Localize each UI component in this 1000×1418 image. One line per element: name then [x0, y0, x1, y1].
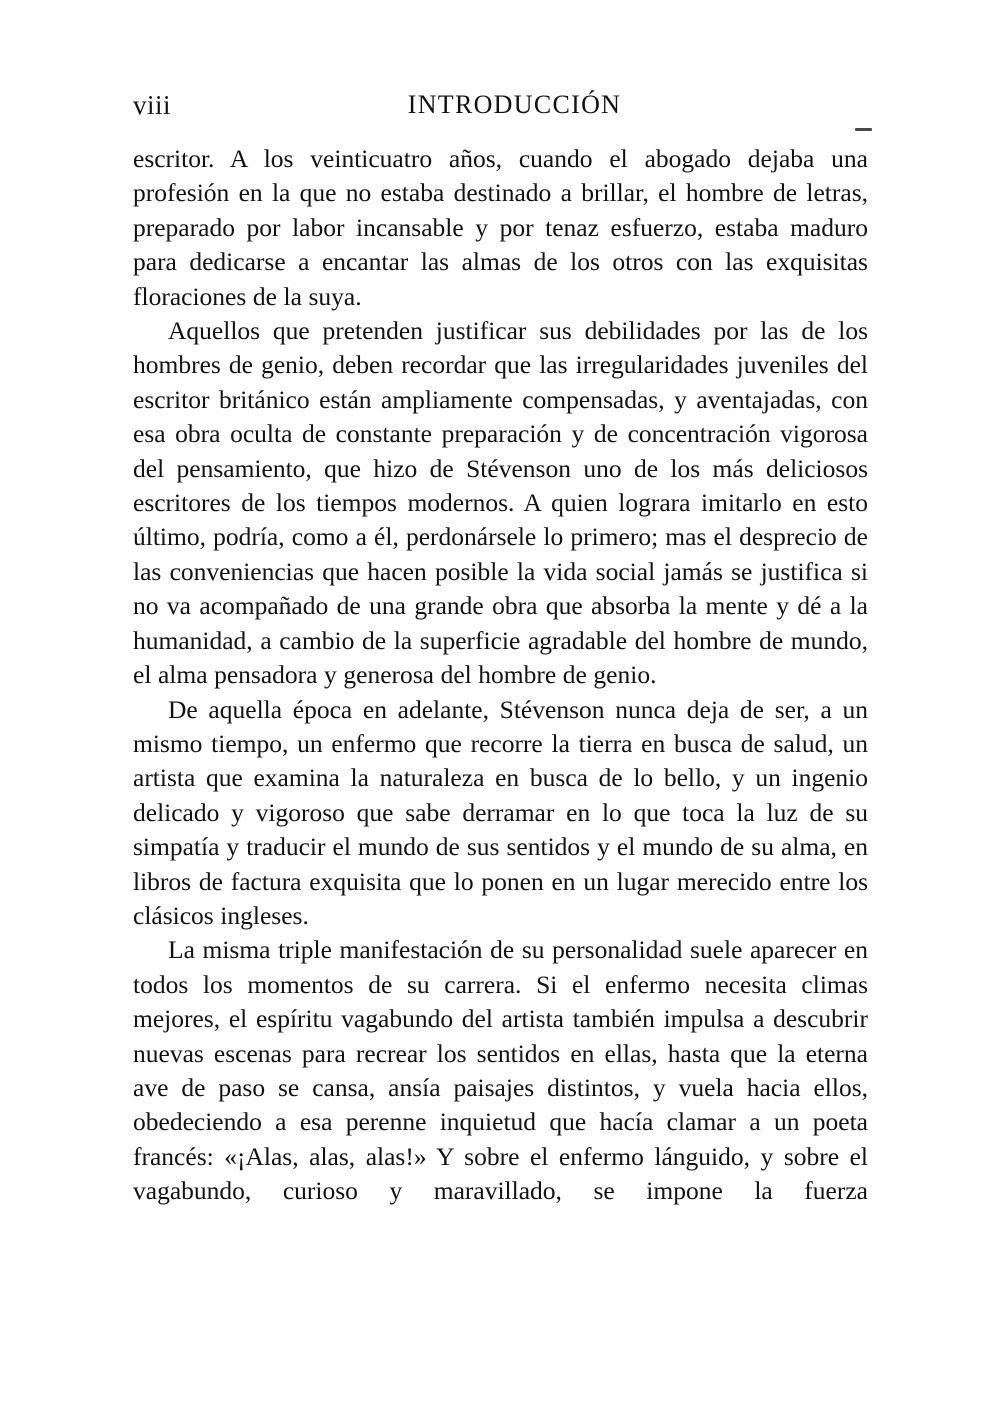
- running-head: [133, 88, 868, 122]
- body-text-block: [133, 142, 868, 1243]
- paragraph: De aquella época en adelante, Stévenson nunca deja de ser, a un mismo tiempo, un enfermo que recorre la tierra en busca de salud, un artista que examina la naturaleza en busca de lo bello, y un ingenio delicado y vigoroso que sabe derramar en lo que toca la luz de su simpatía y traducir el mundo de sus sentidos y el mundo de su alma, en libros de factura exquisita que lo ponen en un lugar merecido entre los clásicos ingleses.: [133, 694, 868, 930]
- running-head-title: INTRODUCCIÓN: [407, 90, 622, 119]
- paragraph: Aquellos que pretenden justificar sus debilidades por las de los hombres de genio, deben recordar que las irregularidades juveniles del escritor británico están ampliamente compensadas, y aventajadas, con esa obra oculta de constante preparación y de concentración vigorosa del pensamiento, que hizo de Stévenson uno de los más deliciosos escritores de los tiempos modernos. A quien lograra imitarlo en esto último, podría, como a él, perdonársele lo primero; mas el desprecio de las conveniencias que hacen posible la vida social jamás se justifica si no va acompañado de una grande obra que absorba la mente y dé a la humanidad, a cambio de la superficie agradable del hombre de mundo, el alma pensadora y generosa del hombre de genio.: [133, 316, 868, 690]
- paragraph: escritor. A los veinticuatro años, cuando el abogado dejaba una profesión en la que no estaba destinado a brillar, el hombre de letras, preparado por labor incansable y por tenaz esfuerzo, estaba maduro para dedicarse a encantar las almas de los otros con las exquisitas floraciones de la suya.: [133, 144, 868, 311]
- paragraph: La misma triple manifestación de su personalidad suele aparecer en todos los momentos de su carrera. Si el enfermo necesita climas mejores, el espíritu vagabundo del artista también impulsa a descubrir nuevas escenas para recrear los sentidos en ellas, hasta que la eterna ave de paso se cansa, ansía paisajes distintos, y vuela hacia ellos, obedeciendo a esa perenne inquietud que hacía clamar a un poeta francés: «¡Alas, alas, alas!» Y sobre el enfermo lánguido, y sobre el vagabundo, curioso y maravillado, se impone la fuerza: [133, 935, 868, 1206]
- page-number: viii: [133, 90, 172, 120]
- scan-artifact-mark: [855, 128, 872, 131]
